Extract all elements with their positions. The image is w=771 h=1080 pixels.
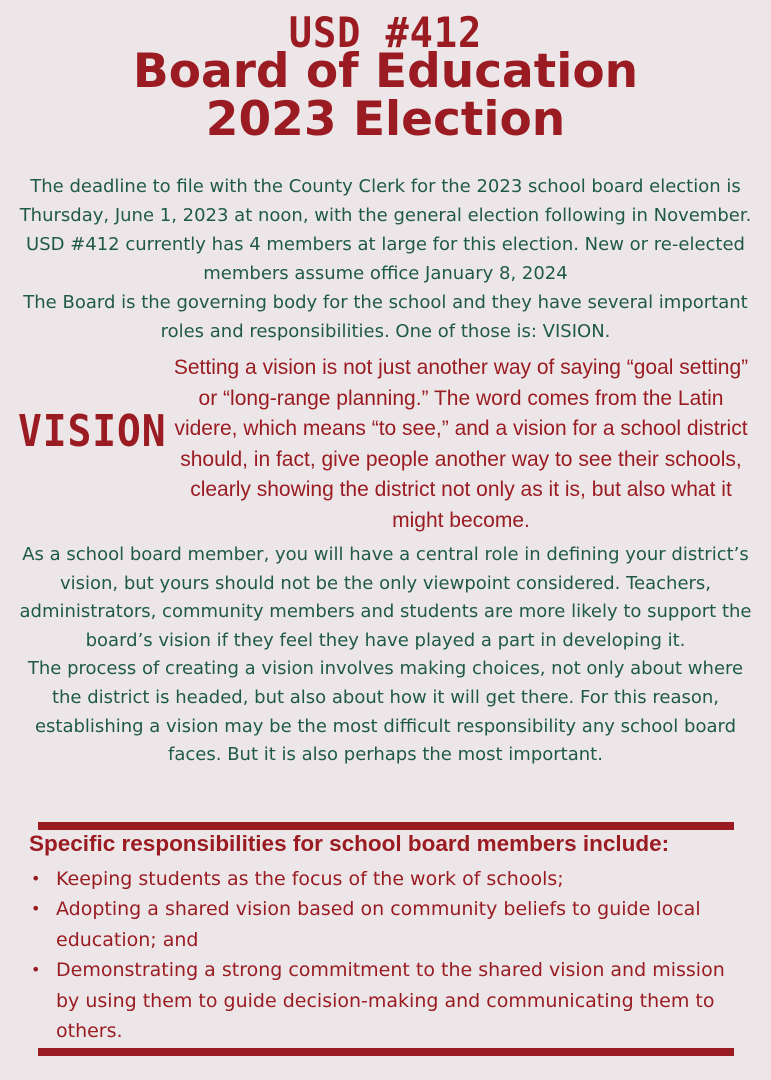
- list-item-text: Keeping students as the focus of the work of schools;: [56, 868, 564, 890]
- bullet-icon: •: [31, 960, 41, 980]
- intro-paragraph-2: The Board is the governing body for the school and they have several important roles and responsibilities. One of those is: VISION.: [23, 292, 748, 342]
- list-item-text: Demonstrating a strong commitment to the shared vision and mission by using them to guide decision-making and communicating them to others.: [56, 959, 725, 1043]
- bullet-icon: •: [31, 899, 41, 919]
- intro-paragraph-1: The deadline to file with the County Clerk for the 2023 school board election is Thursday, June 1, 2023 at noon, with the general election following in November. USD #412 currently has 4 members at large for this election. New or re-elected members assume office January 8, 2024: [19, 176, 752, 284]
- body-section: [18, 541, 753, 770]
- title-line-2: 2023 Election: [205, 92, 566, 147]
- bottom-divider: [38, 1048, 734, 1056]
- bullet-icon: •: [31, 869, 41, 888]
- title-line-1: Board of Education: [132, 44, 639, 99]
- responsibilities-list: [29, 864, 739, 1046]
- body-paragraph-2: The process of creating a vision involves making choices, not only about where the district is headed, but also about how it will get there. For this reason, establishing a vision may be the most difficult responsibility any school board faces. But it is also perhaps the most important.: [27, 658, 744, 766]
- vision-label: VISION: [18, 406, 167, 457]
- list-item-text: Adopting a shared vision based on community beliefs to guide local education; and: [56, 898, 701, 951]
- district-kicker: USD #412: [288, 8, 483, 57]
- vision-quote: Setting a vision is not just another way of saying “goal setting” or “long-range planning.” The word comes from the Latin videre, which means “to see,” and a vision for a school district should, in fact, give people another way to see their schools, clearly showing the district not only as it is, but also what it might become.: [173, 356, 749, 532]
- body-paragraph-1: As a school board member, you will have a central role in defining your district’s vision, but yours should not be the only viewpoint considered. Teachers, administrators, community members and students are more likely to support the board’s vision if they feel they have played a part in developing it.: [19, 544, 752, 651]
- page-title: [0, 44, 771, 147]
- list-item: [29, 864, 739, 894]
- responsibilities-heading: Specific responsibilities for school board members include:: [29, 831, 670, 856]
- intro-section: [18, 172, 753, 346]
- list-item: [29, 955, 739, 1046]
- list-item: [29, 894, 739, 955]
